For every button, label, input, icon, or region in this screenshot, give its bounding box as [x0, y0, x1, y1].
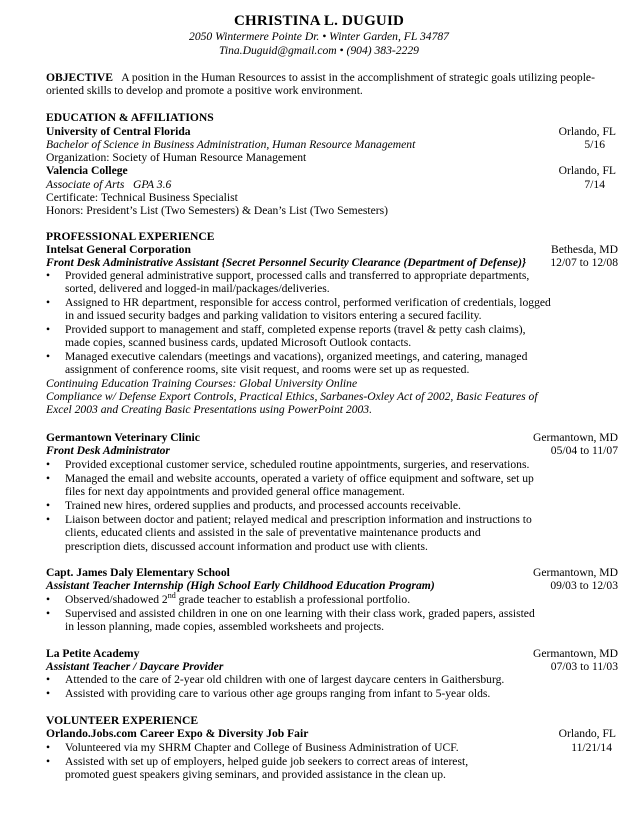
bullet-icon: • — [46, 593, 51, 606]
list-item — [46, 673, 556, 686]
bullet-line: Attended to the care of 2-year old children with one of largest daycare centers in Gaithersburg. — [65, 673, 505, 686]
event-name: Orlando.Jobs.com Career Expo & Diversity Job Fair — [46, 727, 309, 740]
graduation-date: 5/16 — [584, 138, 605, 151]
employer-name: Capt. James Daly Elementary School — [46, 566, 230, 579]
event-location: Orlando, FL — [558, 727, 616, 740]
employer-location: Germantown, MD — [532, 647, 618, 660]
bullet-icon: • — [46, 323, 51, 336]
certificate: Certificate: Technical Business Specialist — [46, 191, 238, 204]
list-item — [46, 593, 556, 606]
list-item — [46, 741, 556, 754]
list-item — [46, 323, 556, 350]
list-item — [46, 472, 556, 499]
bullet-line: Observed/shadowed 2nd grade teacher to establish a professional portfolio. — [65, 591, 411, 606]
bullet-line: Provided general administrative support, processed calls and transferred to appropriate departments, — [65, 269, 530, 282]
list-item — [46, 350, 556, 377]
bullet-line: Liaison between doctor and patient; relayed medical and prescription information and instructions to — [65, 513, 532, 526]
bullet-line: promoted guest speakers giving seminars, and provided assistance in the clean up. — [65, 768, 446, 782]
bullet-line: in lesson planning, made copies, assembled worksheets and projects. — [65, 620, 385, 634]
volunteer-heading: VOLUNTEER EXPERIENCE — [46, 714, 199, 727]
bullet-icon: • — [46, 350, 51, 363]
candidate-name: CHRISTINA L. DUGUID — [233, 13, 405, 29]
bullet-icon: • — [46, 472, 51, 485]
graduation-date: 7/14 — [584, 178, 605, 191]
degree: Associate of Arts GPA 3.6 — [46, 178, 172, 191]
bullet-icon: • — [46, 687, 51, 700]
job-title: Front Desk Administrative Assistant {Secret Personnel Security Clearance (Department of Defense)} — [46, 256, 526, 269]
bullet-icon: • — [46, 607, 51, 620]
event-date: 11/21/14 — [571, 741, 612, 754]
employer-location: Germantown, MD — [532, 566, 618, 579]
job-title: Assistant Teacher Internship (High School Early Childhood Education Program) — [46, 579, 435, 592]
bullet-line: Assigned to HR department, responsible for access control, performed verification of credentials, logged — [65, 296, 551, 309]
bullet-line: clients, educated clients and assisted in the sale of preventative maintenance products and — [65, 526, 481, 540]
bullet-icon: • — [46, 296, 51, 309]
list-item — [46, 458, 556, 471]
degree: Bachelor of Science in Business Administration, Human Resource Management — [46, 138, 416, 151]
bullet-line: files for next day appointments and provided general office management. — [65, 485, 405, 499]
bullet-line: assignment of conference rooms, site visit request, and rooms were set up as requested. — [65, 363, 470, 377]
bullet-line: Managed the email and website accounts, operated a variety of office equipment and software, set up — [65, 472, 534, 485]
list-item — [46, 513, 556, 553]
bullet-icon: • — [46, 755, 51, 768]
bullet-line: in and issued security badges and parking validation to visitors entering a secured facility. — [65, 309, 482, 323]
objective-label: OBJECTIVE — [46, 71, 114, 84]
employer-name: Germantown Veterinary Clinic — [46, 431, 200, 444]
job-title: Front Desk Administrator — [46, 444, 170, 457]
list-item — [46, 755, 556, 782]
training-note: Excel 2003 and Creating Basic Presentations using PowerPoint 2003. — [46, 403, 372, 416]
employer-name: La Petite Academy — [46, 647, 140, 660]
bullet-line: made copies, scanned business cards, updated Microsoft Outlook contacts. — [65, 336, 412, 350]
bullet-line: Supervised and assisted children in one on one learning with their class work, graded papers, assisted — [65, 607, 535, 620]
honors: Honors: President’s List (Two Semesters) & Dean’s List (Two Semesters) — [46, 204, 388, 217]
organization: Organization: Society of Human Resource Management — [46, 151, 307, 164]
bullet-icon: • — [46, 499, 51, 512]
school-name: Valencia College — [46, 164, 128, 177]
bullet-icon: • — [46, 673, 51, 686]
objective-text: A position in the Human Resources to assist in the accomplishment of strategic goals utilizing people-oriented skills to develop and promote a positive work environment. — [46, 71, 595, 98]
school-name: University of Central Florida — [46, 125, 191, 138]
list-item — [46, 499, 556, 512]
employer-location: Bethesda, MD — [551, 243, 618, 256]
employment-dates: 12/07 to 12/08 — [550, 256, 618, 269]
employer-name: Intelsat General Corporation — [46, 243, 191, 256]
training-note: Compliance w/ Defense Export Controls, Practical Ethics, Sarbanes-Oxley Act of 2002, Basic Features of — [46, 390, 538, 403]
employment-dates: 09/03 to 12/03 — [550, 579, 618, 592]
job-title: Assistant Teacher / Daycare Provider — [46, 660, 224, 673]
list-item — [46, 687, 556, 700]
employer-location: Germantown, MD — [532, 431, 618, 444]
training-note: Continuing Education Training Courses: Global University Online — [46, 377, 358, 390]
list-item — [46, 296, 556, 323]
experience-heading: PROFESSIONAL EXPERIENCE — [46, 230, 215, 243]
bullet-icon: • — [46, 269, 51, 282]
list-item — [46, 269, 556, 296]
school-location: Orlando, FL — [558, 164, 616, 177]
employment-dates: 05/04 to 11/07 — [550, 444, 618, 457]
contact-line: Tina.Duguid@gmail.com • (904) 383-2229 — [219, 44, 419, 57]
bullet-line: Provided exceptional customer service, scheduled routine appointments, surgeries, and reservations. — [65, 458, 530, 471]
employment-dates: 07/03 to 11/03 — [550, 660, 618, 673]
bullet-line: Volunteered via my SHRM Chapter and College of Business Administration of UCF. — [65, 741, 459, 754]
bullet-line: Managed executive calendars (meetings and vacations), organized meetings, and catering, managed — [65, 350, 528, 363]
bullet-line: Trained new hires, ordered supplies and products, and processed accounts receivable. — [65, 499, 461, 512]
address-line: 2050 Wintermere Pointe Dr. • Winter Garden, FL 34787 — [189, 30, 449, 43]
bullet-icon: • — [46, 458, 51, 471]
list-item — [46, 607, 556, 634]
bullet-line: sorted, delivered and logged-in mail/packages/deliveries. — [65, 282, 330, 296]
school-location: Orlando, FL — [558, 125, 616, 138]
education-heading: EDUCATION & AFFILIATIONS — [46, 111, 214, 124]
bullet-line: Assisted with set up of employers, helped guide job seekers to correct areas of interest, — [65, 755, 469, 768]
bullet-line: prescription diets, discussed account information and product use with clients. — [65, 539, 428, 553]
objective-section — [46, 71, 602, 98]
bullet-icon: • — [46, 741, 51, 754]
bullet-line: Assisted with providing care to various other age groups ranging from infant to 5-year olds. — [65, 687, 491, 700]
bullet-line: Provided support to management and staff, completed expense reports (travel & petty cash claims), — [65, 323, 526, 336]
bullet-icon: • — [46, 513, 51, 526]
